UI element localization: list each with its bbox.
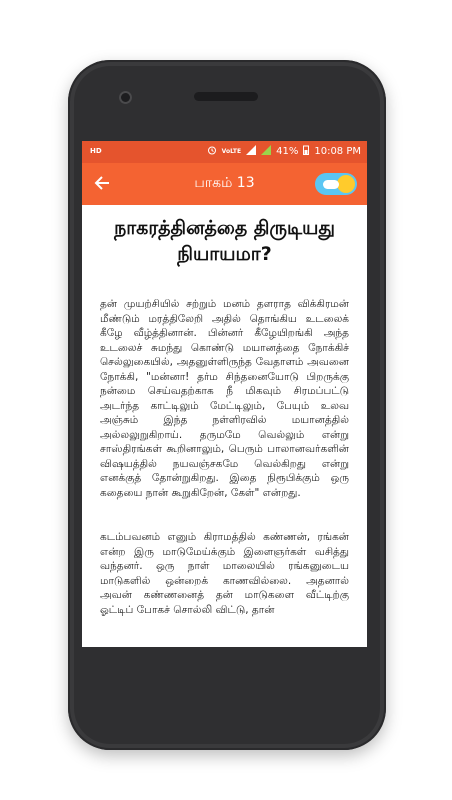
sun-icon [337,175,355,193]
app-screen [82,141,367,647]
earpiece-speaker [194,92,258,101]
battery-percent: 41% [276,146,299,157]
front-camera [119,91,132,104]
clock: 10:08 PM [314,146,361,157]
signal-icon-2 [261,145,271,158]
cloud-icon [323,180,339,189]
story-title: நாகரத்தினத்தை திருடியது நியாயமா? [114,217,335,265]
battery-icon [303,145,309,158]
story-paragraph-2: கடம்பவனம் எனும் கிராமத்தில் கண்ணன், ரங்கன் என்ற இரு மாடுமேய்க்கும் இளைஞர்கள் வசித்து வந்தனர். ஒரு நாள் மாலையில் ரங்கனுடைய மாடுகளில் ஒன்றைக் காணவில்லை. அதனால் அவன் கண்ணனைத் தன் மாடுகளை வீட்டிற்கு ஓட்டிப் போகச் சொல்லி விட்டு, தான் [100,531,349,616]
page-title: பாகம் 13 [194,175,255,191]
app-bar [82,163,367,205]
theme-toggle-button[interactable] [315,173,357,195]
status-bar [82,141,367,163]
signal-icon [246,145,256,158]
story-paragraph: தன் முயற்சியில் சற்றும் மனம் தளராத விக்கிரமன் மீண்டும் மரத்திலேறி அதில் தொங்கிய உடலைக் கீழே வீழ்த்தினான். பின்னர் கீழேயிறங்கி அந்த உடலைச் சுமந்து கொண்டு மயானத்தை நோக்கிச் செல்லுகையில், அதனுள்ளிருந்த வேதாளம் அவனை நோக்கி, "மன்னா! தர்ம சிந்தனையோடு பிறருக்கு நன்மை செய்வதற்காக நீ மிகவும் சிரமப்பட்டு அடர்ந்த காட்டிலும் மேட்டிலும், பேயும் உலவ அஞ்சும் இந்த நள்ளிரவில் மயானத்தில் அல்லலுறுகிறாய். தருமமே வெல்லும் என்று சாஸ்திரங்கள் கூறினாலும், பெரும் பாலானவர்களின் விஷயத்தில் நயவஞ்சகமே வெல்கிறது என்று எனக்குத் தோன்றுகிறது. இதை நிரூபிக்கும் ஒரு கதையை நான் கூறுகிறேன், கேள்" என்றது. [100,298,349,499]
alarm-icon [207,145,217,158]
hd-indicator: HD [90,147,102,155]
story-content[interactable] [82,205,367,647]
status-icons [207,145,361,158]
volte-icon: VoLTE [221,148,242,155]
